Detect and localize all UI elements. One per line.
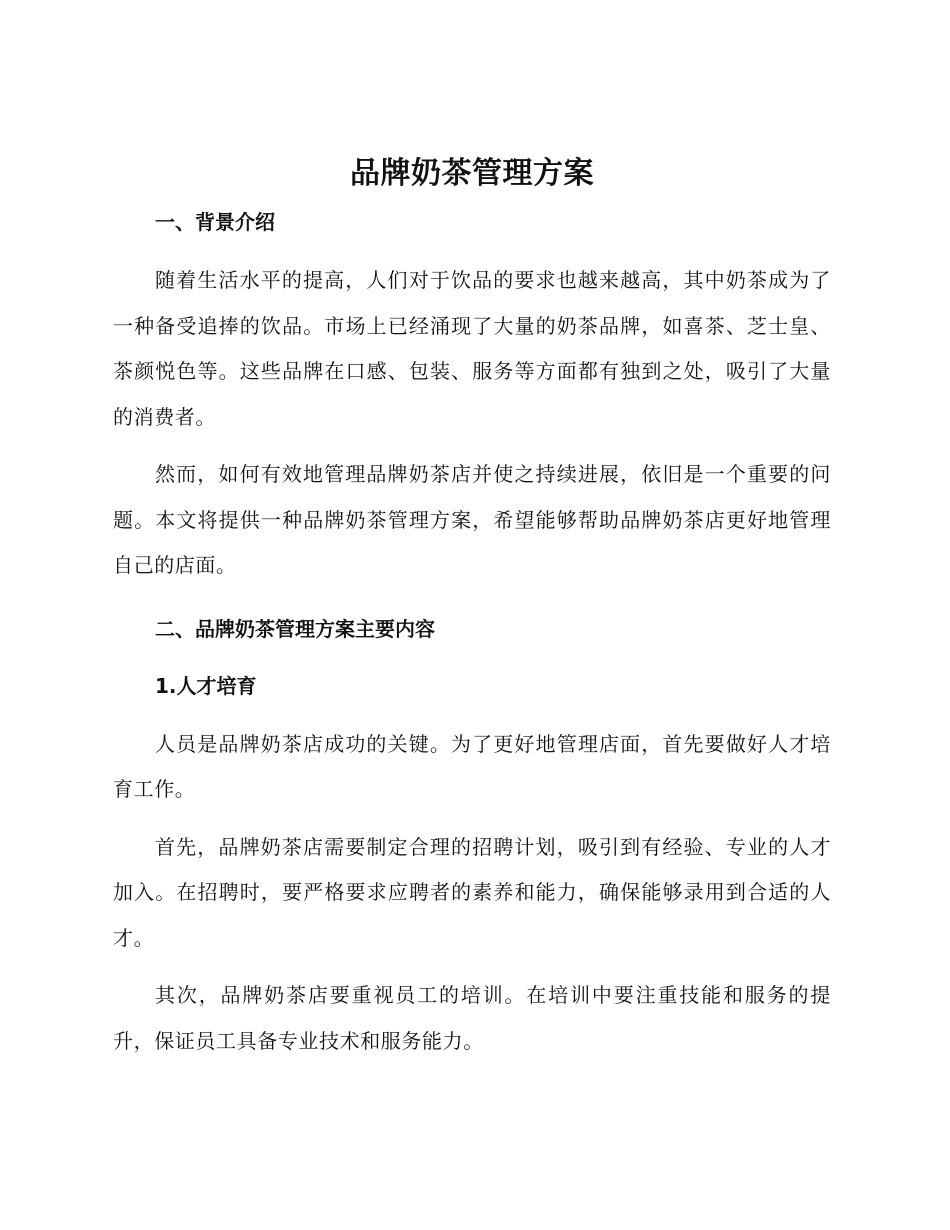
paragraph-background-2: 然而，如何有效地管理品牌奶茶店并使之持续进展，依旧是一个重要的问题。本文将提供一种品牌奶茶管理方案，希望能够帮助品牌奶茶店更好地管理自己的店面。 [113,462,831,577]
paragraph-talent-3: 其次，品牌奶茶店要重视员工的培训。在培训中要注重技能和服务的提升，保证员工具备专业技术和服务能力。 [113,983,831,1053]
paragraph-background-1: 随着生活水平的提高，人们对于饮品的要求也越来越高，其中奶茶成为了一种备受追捧的饮品。市场上已经涌现了大量的奶茶品牌，如喜茶、芝士皇、茶颜悦色等。这些品牌在口感、包装、服务等方面都有独到之处，吸引了大量的消费者。 [113,268,831,429]
document-title: 品牌奶茶管理方案 [350,156,594,191]
document-body [113,148,831,1064]
paragraph-talent-2: 首先，品牌奶茶店需要制定合理的招聘计划，吸引到有经验、专业的人才加入。在招聘时，要严格要求应聘者的素养和能力，确保能够录用到合适的人才。 [113,834,831,950]
section-heading-background: 一、背景介绍 [155,210,275,234]
section-heading-main: 二、品牌奶茶管理方案主要内容 [155,616,435,641]
subsection-heading-talent: 1.人才培育 [155,673,257,698]
paragraph-talent-1: 人员是品牌奶茶店成功的关键。为了更好地管理店面，首先要做好人才培育工作。 [113,731,831,801]
